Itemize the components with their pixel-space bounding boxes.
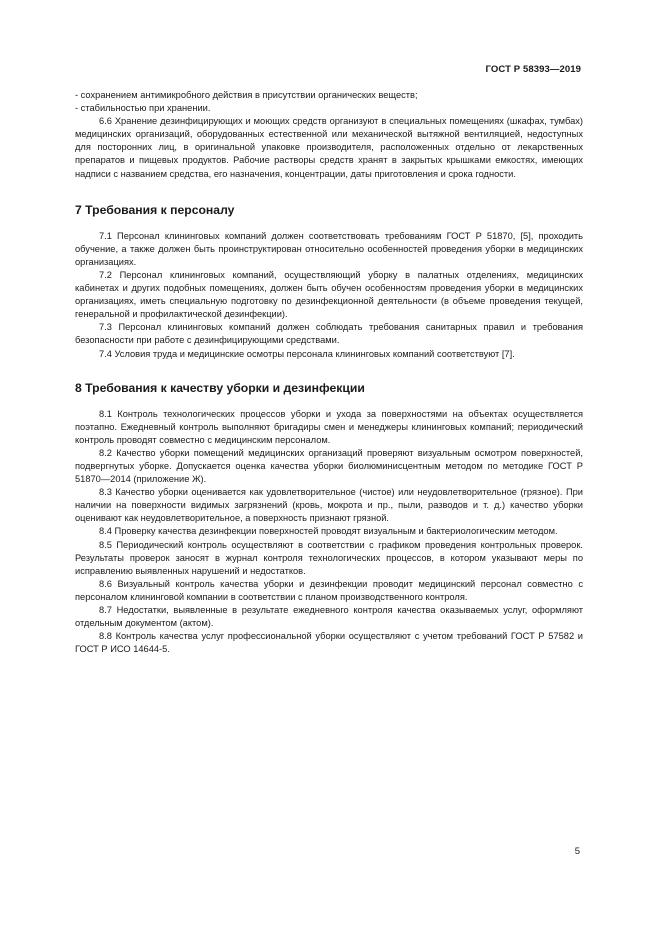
bullet-item-stability: - стабильностью при хранении. (75, 103, 211, 114)
section-7-title: 7 Требования к персоналу (75, 202, 235, 217)
clause-8-2: 8.2 Качество уборки помещений медицинских организаций проверяют визуальным осмотром поверхностей, подвергнутых уборке. Допускается оценка качества уборки биолюминисцентным методом по методике ГОСТ Р 51870—2014 (приложение Ж). (75, 447, 583, 485)
clause-8-1: 8.1 Контроль технологических процессов уборки и ухода за поверхностями на объектах осуществляется поэтапно. Ежедневный контроль выполняют бригадиры смен и менеджеры клининговых компаний; периодический контроль проводят совместно с медицинским персоналом. (75, 408, 583, 445)
bullet-item-antimicrobial: - сохранением антимикробного действия в присутствии органических веществ; (75, 90, 418, 100)
document-body (75, 89, 583, 656)
clause-7-2: 7.2 Персонал клининговых компаний, осуществляющий уборку в палатных отделениях, медицинских кабинетах и других подобных помещениях, должен быть обучен особенностям проведения уборки в медицинских организациях, иметь специальную подготовку по дезинфекционной деятельности (в объеме проведения текущей, генеральной и профилактической дезинфекции). (75, 269, 583, 320)
clause-7-1: 7.1 Персонал клининговых компаний должен соответствовать требованиям ГОСТ Р 51870, [5], проходить обучение, а также должен быть проинструктирован относительно особенностей проведения уборки в медицинских организациях. (75, 230, 583, 267)
document-code-header: ГОСТ Р 58393—2019 (485, 64, 581, 75)
clause-8-6: 8.6 Визуальный контроль качества уборки и дезинфекции проводит медицинский персонал совместно с персоналом клининговой компании в соответствии с планом производственного контроля. (75, 578, 583, 602)
clause-8-3: 8.3 Качество уборки оценивается как удовлетворительное (чистое) или неудовлетворительное (грязное). При наличии на поверхности видимых загрязнений (кровь, мокрота и пр., пыли, разводов и т. д.) качество уборки оценивают как неудовлетворительное, а поверхность признают грязной. (75, 487, 583, 524)
clause-8-5: 8.5 Периодический контроль осуществляют в соответствии с графиком проведения контрольных проверок. Результаты проверок заносят в журнал контроля технологических процессов, в котором указывают меры по исправлению выявленных нарушений и недостатков. (75, 539, 583, 576)
page-number: 5 (574, 846, 580, 857)
clause-8-7: 8.7 Недостатки, выявленные в результате ежедневного контроля качества оказываемых услуг, оформляют отдельным документом (актом). (75, 605, 583, 629)
clause-7-3: 7.3 Персонал клининговых компаний должен соблюдать требования санитарных правил и требования безопасности при работе с дезинфицирующими средствами. (75, 322, 583, 346)
clause-8-8: 8.8 Контроль качества услуг профессиональной уборки осуществляют с учетом требований ГОСТ Р 57582 и ГОСТ Р ИСО 14644-5. (75, 631, 583, 655)
clause-7-4: 7.4 Условия труда и медицинские осмотры персонала клининговых компаний соответствуют [7]. (99, 348, 515, 359)
clause-6-6: 6.6 Хранение дезинфицирующих и моющих средств организуют в специальных помещениях (шкафах, тумбах) медицинских организаций, оборудованных естественной или механической вытяжной вентиляцией, недоступных для посторонних лиц, в оригинальной упаковке производителя, расположенных отдельно от лекарственных препаратов и пищевых продуктов. Рабочие растворы средств хранят в закрытых крышками емкостях, имеющих надписи с названием средства, его назначения, концентрации, даты приготовления и срока годности. (75, 116, 583, 179)
section-8-title: 8 Требования к качеству уборки и дезинфекции (75, 380, 365, 395)
clause-8-4: 8.4 Проверку качества дезинфекции поверхностей проводят визуальным и бактериологическим методом. (99, 526, 558, 537)
